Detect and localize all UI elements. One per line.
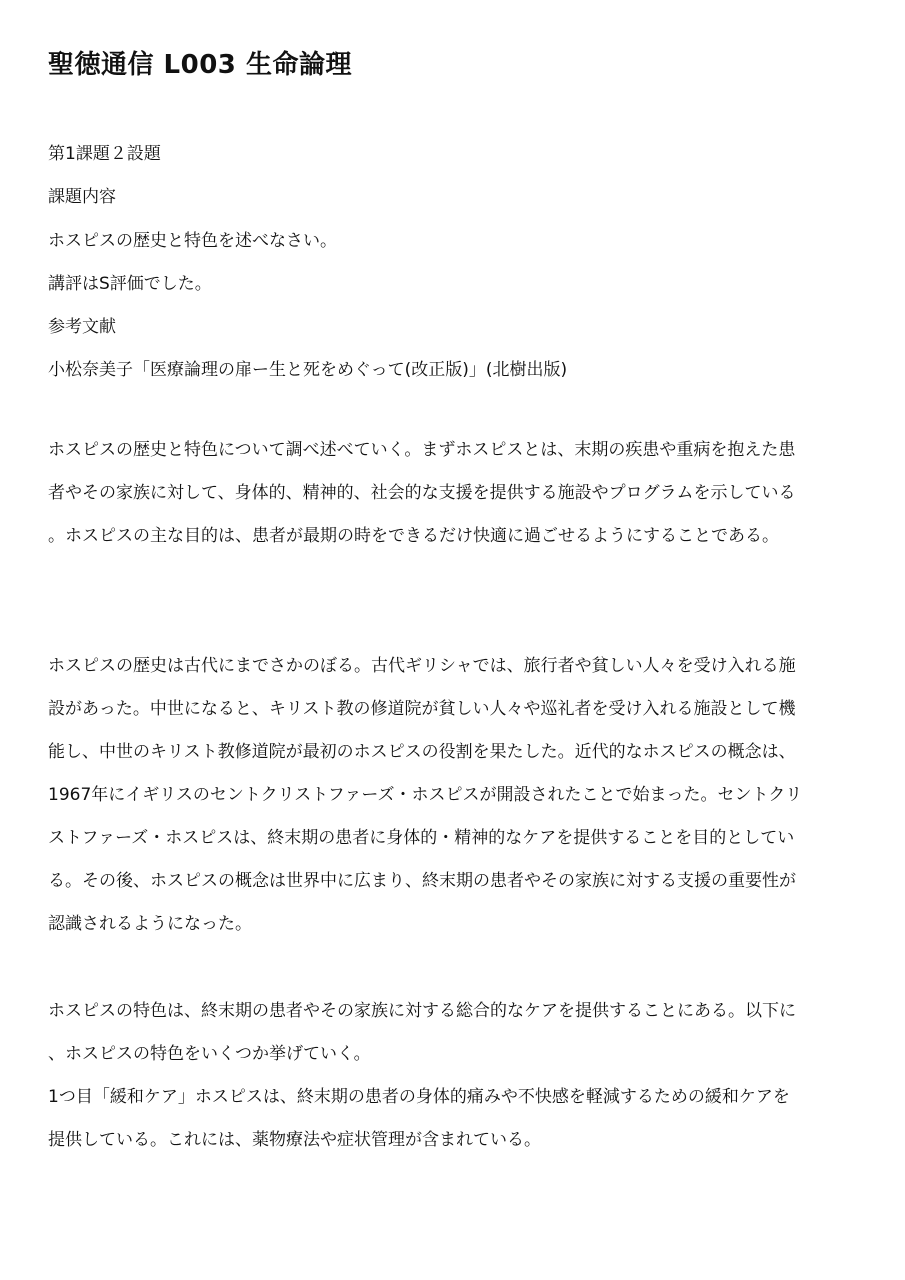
paragraph-palliative-care xyxy=(48,1076,858,1162)
paragraph-introduction xyxy=(48,429,858,558)
text-line: 認識されるようになった。 xyxy=(48,914,252,934)
paragraph-features xyxy=(48,990,858,1076)
text-line: 設があった。中世になると、キリスト教の修道院が貧しい人々や巡礼者を受け入れる施設として機 xyxy=(48,699,796,719)
text-line: 。ホスピスの主な目的は、患者が最期の時をできるだけ快適に過ごせるようにすることである。 xyxy=(48,526,779,546)
evaluation-note: 講評はS評価でした。 xyxy=(48,274,212,294)
document-title: 聖徳通信 L003 生命論理 xyxy=(48,50,352,80)
text-line: 能し、中世のキリスト教修道院が最初のホスピスの役割を果たした。近代的なホスピスの概念は、 xyxy=(48,742,796,762)
text-line: 1967年にイギリスのセントクリストファーズ・ホスピスが開設されたことで始まった。セントクリ xyxy=(48,785,803,805)
assignment-content-label: 課題内容 xyxy=(48,187,116,207)
text-line: 提供している。これには、薬物療法や症状管理が含まれている。 xyxy=(48,1130,541,1150)
text-line: ホスピスの歴史は古代にまでさかのぼる。古代ギリシャでは、旅行者や貧しい人々を受け入れる施 xyxy=(48,656,796,676)
text-line: ホスピスの歴史と特色について調べ述べていく。まずホスピスとは、末期の疾患や重病を抱えた患 xyxy=(48,440,796,460)
references-label: 参考文献 xyxy=(48,317,116,337)
text-line: 、ホスピスの特色をいくつか挙げていく。 xyxy=(48,1044,371,1064)
text-line: ホスピスの特色は、終末期の患者やその家族に対する総合的なケアを提供することにある。以下に xyxy=(48,1001,796,1021)
assignment-number: 第1課題２設題 xyxy=(48,144,161,164)
text-line: る。その後、ホスピスの概念は世界中に広まり、終末期の患者やその家族に対する支援の重要性が xyxy=(48,871,796,891)
reference-citation: 小松奈美子「医療論理の扉ー生と死をめぐって(改正版)」(北樹出版) xyxy=(48,360,568,380)
assignment-question: ホスピスの歴史と特色を述べなさい。 xyxy=(48,231,337,251)
text-line: 者やその家族に対して、身体的、精神的、社会的な支援を提供する施設やプログラムを示している xyxy=(48,483,796,503)
text-line: ストファーズ・ホスピスは、終末期の患者に身体的・精神的なケアを提供することを目的としてい xyxy=(48,828,795,848)
text-line: 1つ目「緩和ケア」ホスピスは、終末期の患者の身体的痛みや不快感を軽減するための緩和ケアを xyxy=(48,1087,790,1107)
paragraph-history xyxy=(48,645,858,946)
